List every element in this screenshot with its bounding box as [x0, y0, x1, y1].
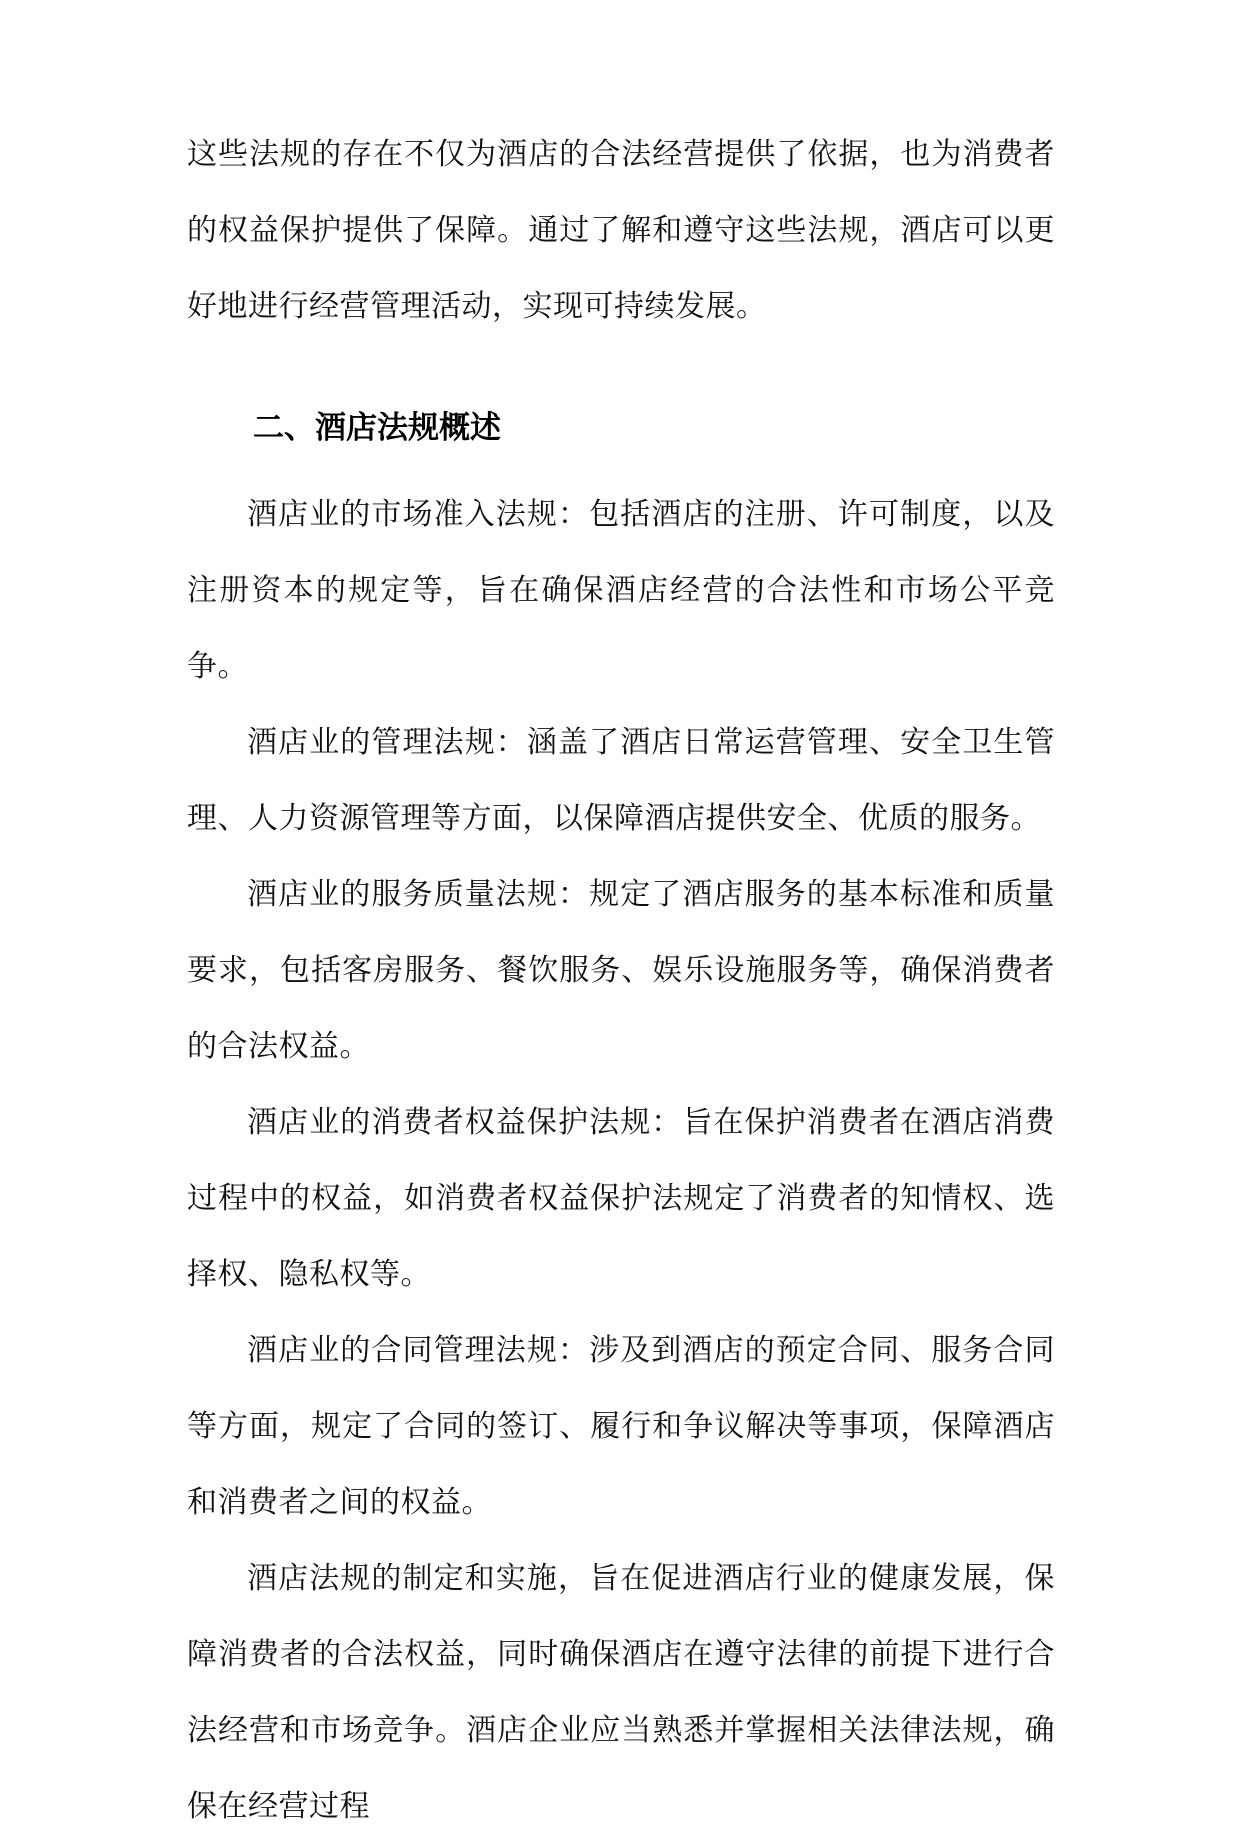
paragraph-contract-management: 酒店业的合同管理法规：涉及到酒店的预定合同、服务合同等方面，规定了合同的签订、履行和争议解决等事项，保障酒店和消费者之间的权益。	[187, 1333, 1055, 1520]
paragraph-consumer-rights: 酒店业的消费者权益保护法规：旨在保护消费者在酒店消费过程中的权益，如消费者权益保护法规定了消费者的知情权、选择权、隐私权等。	[187, 1105, 1055, 1292]
section-heading: 二、酒店法规概述	[253, 410, 501, 446]
intro-paragraph: 这些法规的存在不仅为酒店的合法经营提供了依据，也为消费者的权益保护提供了保障。通过了解和遵守这些法规，酒店可以更好地进行经营管理活动，实现可持续发展。	[187, 137, 1055, 324]
paragraph-management: 酒店业的管理法规：涵盖了酒店日常运营管理、安全卫生管理、人力资源管理等方面，以保障酒店提供安全、优质的服务。	[187, 725, 1055, 836]
body-block	[187, 477, 1055, 1845]
paragraph-service-quality: 酒店业的服务质量法规：规定了酒店服务的基本标准和质量要求，包括客房服务、餐饮服务、娱乐设施服务等，确保消费者的合法权益。	[187, 877, 1055, 1064]
intro-block	[187, 117, 1055, 345]
paragraph-market-entry: 酒店业的市场准入法规：包括酒店的注册、许可制度，以及注册资本的规定等，旨在确保酒店经营的合法性和市场公平竞争。	[187, 497, 1055, 684]
paragraph-summary: 酒店法规的制定和实施，旨在促进酒店行业的健康发展，保障消费者的合法权益，同时确保酒店在遵守法律的前提下进行合法经营和市场竞争。酒店企业应当熟悉并掌握相关法律法规，确保在经营过程	[187, 1561, 1055, 1824]
